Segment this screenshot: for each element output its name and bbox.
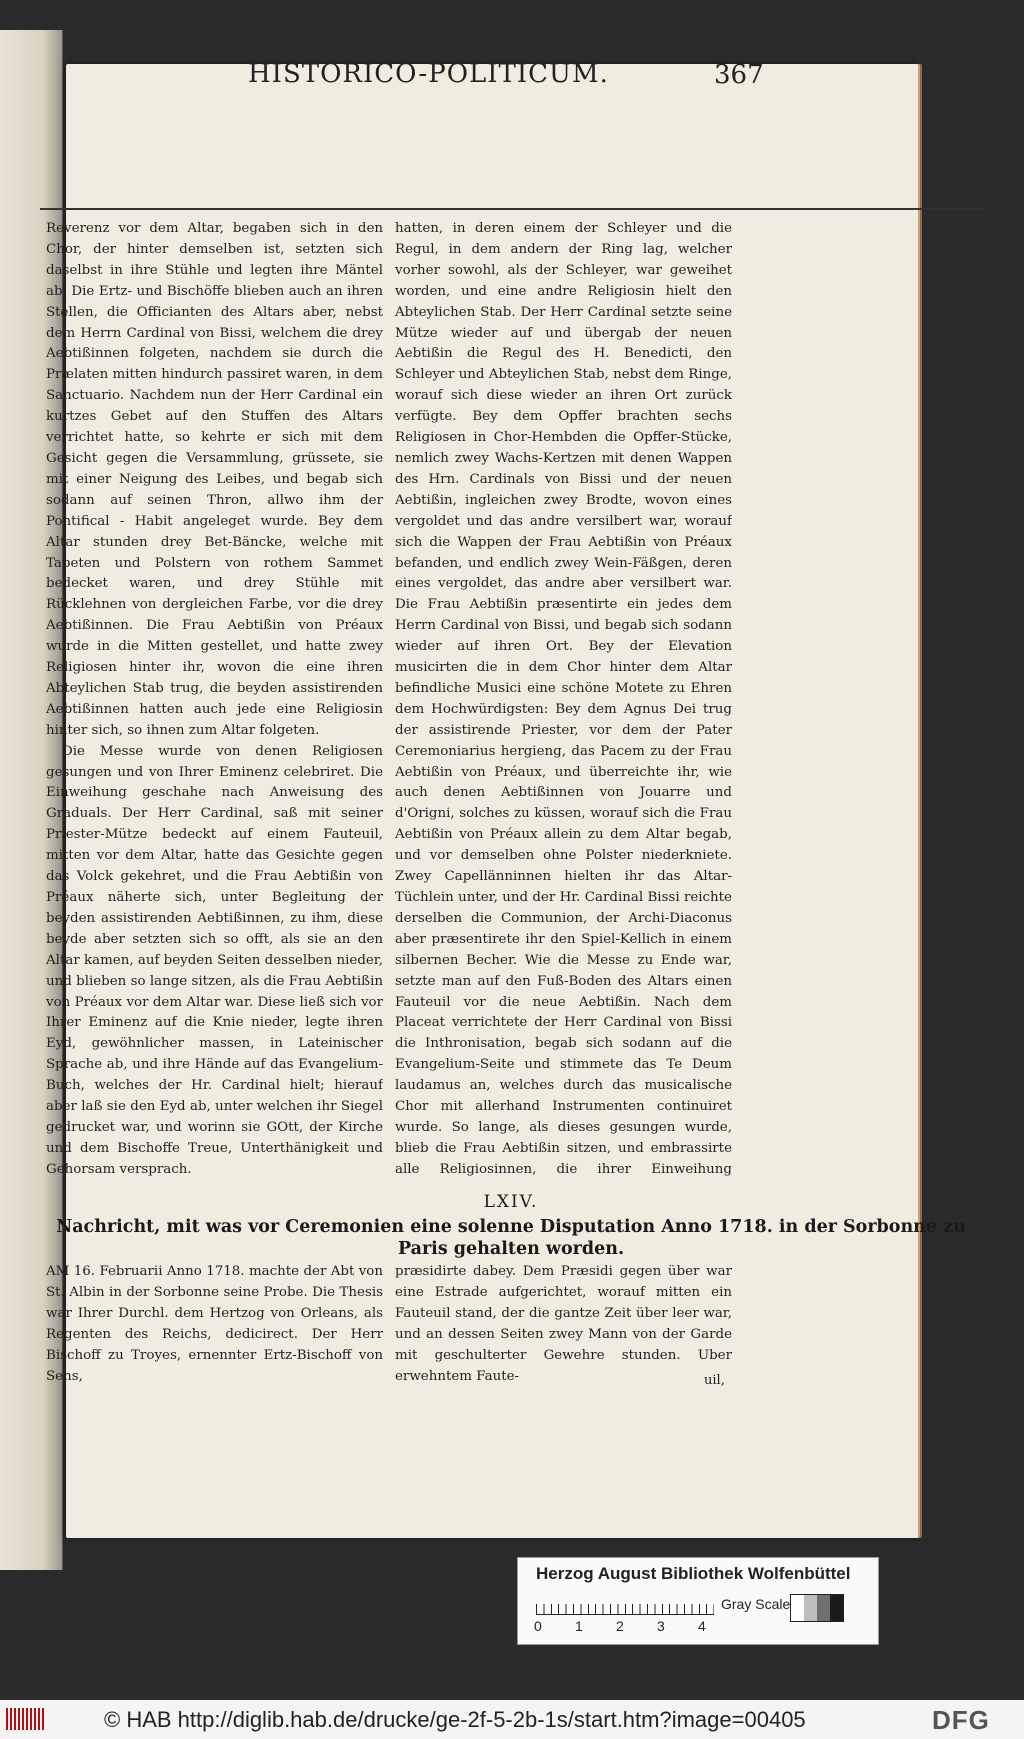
grayscale-chips	[790, 1594, 844, 1622]
left-column	[46, 219, 383, 1179]
ruler-number: 0	[534, 1618, 542, 1634]
grayscale-label: Gray Scale	[721, 1596, 791, 1612]
section-right-column	[395, 1262, 732, 1382]
ruler-number: 4	[698, 1618, 706, 1634]
gray-chip	[791, 1595, 804, 1621]
paragraph: Reverenz vor dem Altar, begaben sich in den Chor, der hinter demselben ist, setzten sich daselbst in ihre Stühle und legten ihre Mäntel ab. Die Ertz- und Bischöffe blieben auch an ihren Stellen, die Officianten des Altars aber, nebst dem Herrn Cardinal von Bissi, welchem die drey Aebtißinnen folgeten, nachdem sie durch die Prælaten mitten hindurch passiret waren, in dem Sanctuario. Nachdem nun der Herr Cardinal ein kurtzes Gebet auf den Stuffen des Altars verrichtet hatte, so kehrte er sich mit dem Gesicht gegen die Versammlung, grüssete, sie mit einer Neigung des Leibes, und begab sich sodann auf seinen Thron, allwo ihm der Pontifical - Habit angeleget wurde. Bey dem Altar stunden drey Bet-Bäncke, welche mit Tapeten und Polstern von rothem Sammet bedecket waren, und drey Stühle mit Rücklehnen von dergleichen Farbe, vor die drey Aebtißinnen. Die Frau Aebtißin von Préaux wurde in die Mitten gestellet, und hatte zwey Religiosen hinter ihr, wovon die eine ihren Abteylichen Stab trug, die beyden assistirenden Aebtißinnen hatten auch jede eine Religiosin hinter sich, so ihnen zum Altar folgeten.	[46, 221, 383, 738]
section-left-column	[46, 1262, 383, 1382]
gray-chip	[804, 1595, 817, 1621]
page-number: 367	[714, 60, 764, 90]
ruler-number: 2	[616, 1618, 624, 1634]
library-color-card	[517, 1557, 879, 1645]
paragraph: AM 16. Februarii Anno 1718. machte der Abt von St. Albin in der Sorbonne seine Probe. Die Thesis war Ihrer Durchl. dem Hertzog von Orleans, als Regenten des Reichs, dedicirect. Der Herr Bischoff zu Troyes, ernennter Ertz-Bischoff von Sens,	[46, 1264, 383, 1382]
barcode-logo-icon	[6, 1708, 46, 1730]
catchword: uil,	[704, 1373, 725, 1388]
right-column	[395, 219, 732, 1179]
ruler-number: 1	[575, 1618, 583, 1634]
section-number: LXIV.	[483, 1192, 539, 1212]
paragraph: hatten, in deren einem der Schleyer und die Regul, in dem andern der Ring lag, welcher vorher sowohl, als der Schleyer, war geweihet worden, und eine andre Religiosin hielt den Abteylichen Stab. Der Herr Cardinal setzte seine Mütze wieder auf und übergab der neuen Aebtißin die Regul des H. Benedicti, den Schleyer und Abteylichen Stab, nebst dem Ringe, worauf sich diese wieder an ihren Ort zurück verfügte. Bey dem Opffer brachten sechs Religiosen in Chor-Hembden die Opffer-Stücke, nemlich zwey Wachs-Kertzen mit denen Wappen des Hrn. Cardinals von Bissi und der neuen Aebtißin, ingleichen zwey Brodte, wovon eines vergoldet und das andre versilbert war, worauf sich die Wappen der Frau Aebtißin von Préaux befanden, und endlich zwey Wein-Fäßgen, deren eines vergoldet, das andre aber versilbert war. Die Frau Aebtißin præsentirte ein jedes dem Herrn Cardinal von Bissi, und begab sich sodann wieder auf ihren Ort. Bey der Elevation musicirten die in dem Chor hinter dem Altar befindliche Musici eine schöne Motete zu Ehren dem Hochwürdigsten: Bey dem Agnus Dei trug der assistirende Priester, vor dem der Pater Ceremoniarius hergieng, das Pacem zu der Frau Aebtißin von Préaux, und überreichte ihr, wie auch denen Aebtißinnen von Jouarre und d'Origni, solches zu küssen, worauf sich die Frau Aebtißin von Préaux allein zu dem Altar begab, und vor demselben ohne Polster niederkniete. Zwey Capellänninnen hielten ihr das Altar-Tüchlein unter, und der Hr. Cardinal Bissi reichte derselben die Communion, der Archi-Diaconus aber præsentirete ihr den Spiel-Kellich in einem silbernen Becher. Wie die Messe zu Ende war, setzte man auf den Fuß-Boden des Altars einen Fauteuil vor die neue Aebtißin. Nach dem Placeat verrichtete der Herr Cardinal von Bissi die Inthronisation, begab sich sodann auf die Evangelium-Seite und stimmete das Te Deum laudamus an, welches durch das musicalische Chor mit allerhand Instrumenten continuiret wurde. So lange, als dieses gesungen wurde, blieb die Frau Aebtißin sitzen, und embrassirte alle Religiosinnen, die ihrer Einweihung	[395, 221, 732, 1177]
section-heading	[40, 1192, 982, 1260]
running-title: HISTORICO-POLITICUM.	[248, 59, 609, 89]
gray-chip	[830, 1595, 843, 1621]
paragraph: Die Messe wurde von denen Religiosen gesungen und von Ihrer Eminenz celebriret. Die Einweihung geschahe nach Anweisung des Graduals. Der Herr Cardinal, saß mit seiner Priester-Mütze bedeckt auf einem Fauteuil, mitten vor dem Altar, hatte das Gesichte gegen das Volck gekehret, und die Frau Aebtißin von Préaux näherte sich, unter Begleitung der beyden assistirenden Aebtißinnen, zu ihm, diese beyde aber setzten sich so offt, als sie an den Altar kamen, auf beyden Seiten desselben nieder, und blieben so lange sitzen, als die Frau Aebtißin von Préaux vor dem Altar war. Diese ließ sich vor Ihrer Eminenz auf die Knie nieder, legte ihren Eyd, gewöhnlicher massen, in Lateinischer Sprache ab, und ihre Hände auf das Evangelium-Buch, welches der Hr. Cardinal hielt; hierauf aber laß sie den Eyd ab, unter welchen ihr Siegel gedrucket war, und worinn sie GOtt, der Kirche und dem Bischoffe Treue, Unterthänigkeit und Gehorsam versprach.	[46, 743, 383, 1177]
ruler-number: 3	[657, 1618, 665, 1634]
footer-bar	[0, 1700, 1024, 1739]
section-title: Nachricht, mit was vor Ceremonien eine solenne Disputation Anno 1718. in der Sorbonne zu Paris gehalten worden.	[56, 1217, 966, 1259]
scale-ruler	[536, 1594, 714, 1615]
paragraph: præsidirte dabey. Dem Præsidi gegen über war eine Estrade aufgerichtet, worauf mitten ein Fauteuil stand, der die gantze Zeit über leer war, und an dessen Seiten zwey Mann von der Garde mit geschulterter Gewehre stunden. Uber erwehntem Faute-	[395, 1264, 732, 1382]
dfg-logo: DFG	[932, 1705, 990, 1735]
footer-url[interactable]: © HAB http://diglib.hab.de/drucke/ge-2f-5-2b-1s/start.htm?image=00405	[104, 1707, 806, 1732]
library-name: Herzog August Bibliothek Wolfenbüttel	[536, 1564, 851, 1583]
gray-chip	[817, 1595, 830, 1621]
header-rule	[40, 208, 982, 210]
